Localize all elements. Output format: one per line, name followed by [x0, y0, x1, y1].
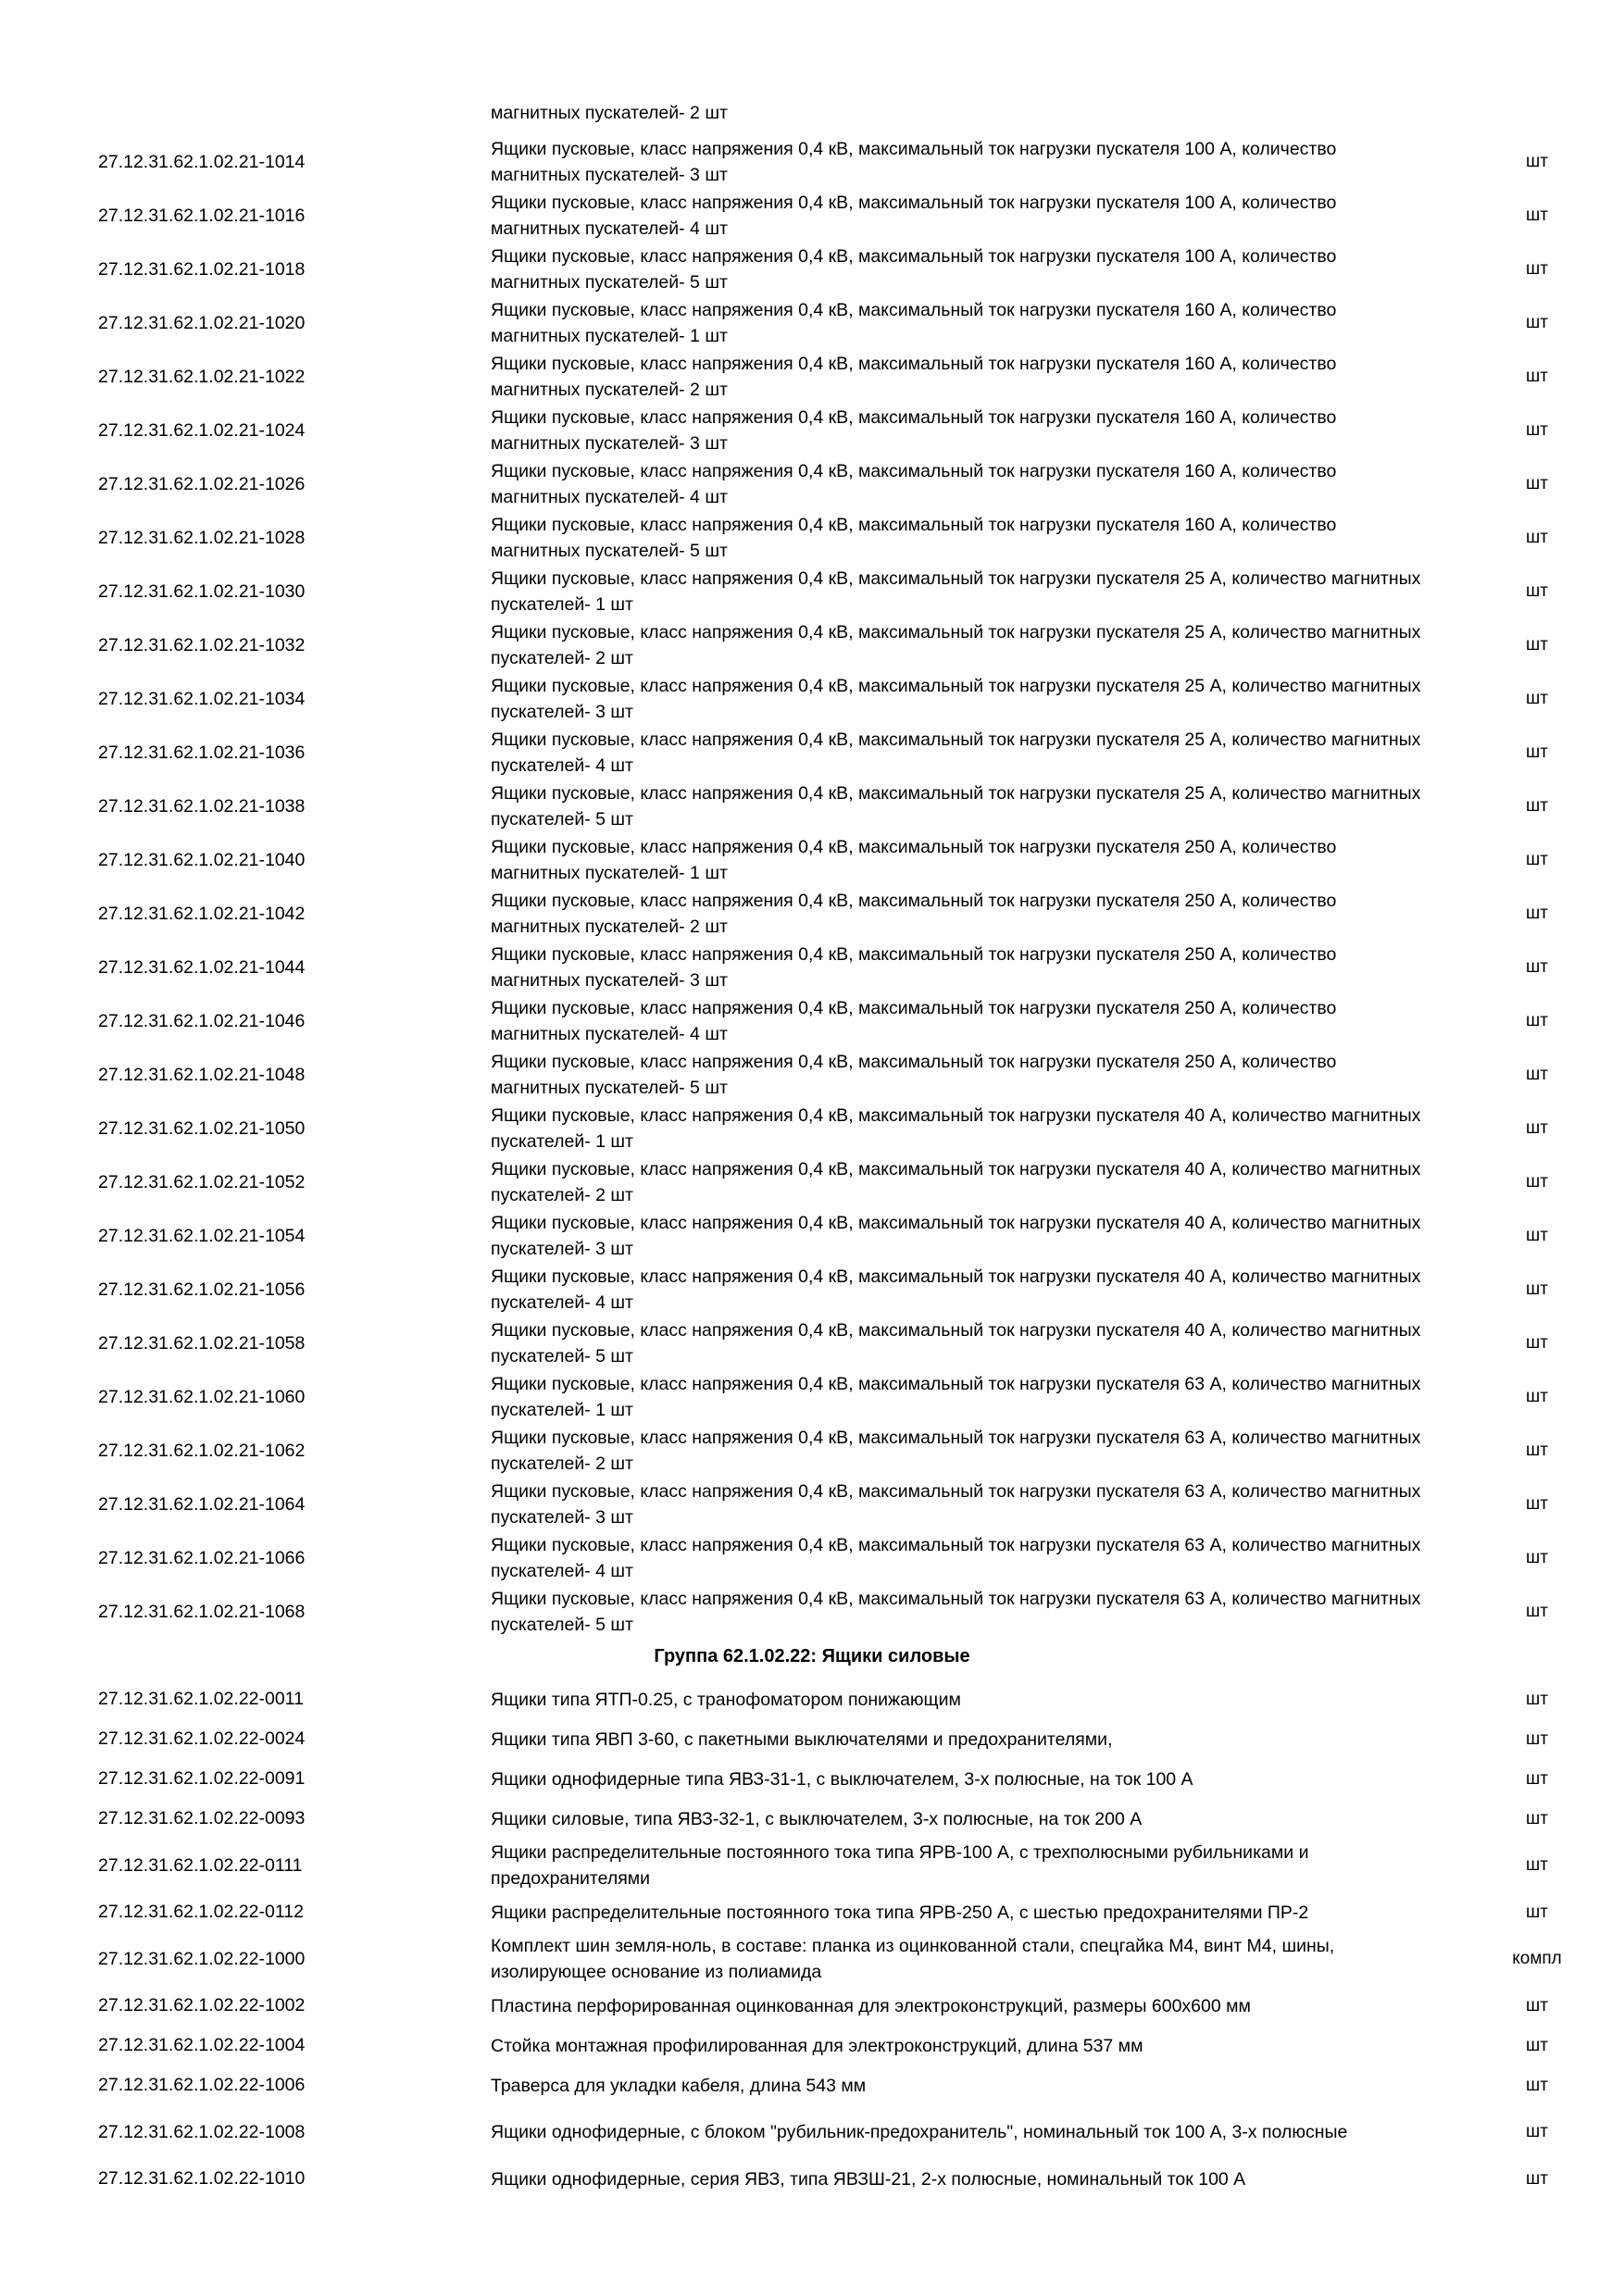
item-description: Ящики пусковые, класс напряжения 0,4 кВ, максимальный ток нагрузки пускателя 63 А, количество магнитных пускателей- 4 шт — [491, 1535, 1421, 1581]
item-unit: шт — [1526, 528, 1548, 547]
table-row — [0, 565, 1624, 618]
item-description: Ящики распределительные постоянного тока типа ЯРВ-250 А, с шестью предохранителями ПР-2 — [491, 1902, 1309, 1923]
item-code: 27.12.31.62.1.02.21-1054 — [98, 1225, 306, 1246]
table-row — [0, 189, 1624, 243]
item-code: 27.12.31.62.1.02.21-1038 — [98, 795, 306, 817]
item-description: Стойка монтажная профилированная для электроконструкций, длина 537 мм — [491, 2035, 1143, 2056]
item-code: 27.12.31.62.1.02.22-1002 — [98, 1995, 306, 2015]
item-description: Ящики пусковые, класс напряжения 0,4 кВ, максимальный ток нагрузки пускателя 63 А, количество магнитных пускателей- 1 шт — [491, 1374, 1421, 1420]
item-code: 27.12.31.62.1.02.21-1028 — [98, 527, 306, 548]
item-code: 27.12.31.62.1.02.22-0111 — [98, 1854, 303, 1876]
item-code: 27.12.31.62.1.02.22-1010 — [98, 2168, 306, 2189]
item-description: Ящики пусковые, класс напряжения 0,4 кВ, максимальный ток нагрузки пускателя 25 А, количество магнитных пускателей- 5 шт — [491, 783, 1421, 830]
table-row — [0, 994, 1624, 1048]
item-code: 27.12.31.62.1.02.21-1068 — [98, 1601, 306, 1622]
item-description: Ящики пусковые, класс напряжения 0,4 кВ, максимальный ток нагрузки пускателя 63 А, количество магнитных пускателей- 5 шт — [491, 1589, 1421, 1635]
table-row — [0, 1839, 1624, 1892]
item-description: Ящики типа ЯВП 3-60, с пакетными выключателями и предохранителями, — [491, 1728, 1113, 1750]
table-row — [0, 404, 1624, 457]
item-unit: шт — [1526, 957, 1548, 977]
table-row — [0, 833, 1624, 887]
item-code: 27.12.31.62.1.02.21-1042 — [98, 903, 306, 924]
item-unit: шт — [1526, 367, 1548, 386]
item-description: Траверса для укладки кабеля, длина 543 мм — [491, 2075, 867, 2096]
item-description: Ящики однофидерные типа ЯВЗ-31-1, с выключателем, 3-х полюсные, на ток 100 А — [491, 1768, 1193, 1790]
table-row — [0, 887, 1624, 941]
item-unit: шт — [1526, 1548, 1548, 1567]
item-code: 27.12.31.62.1.02.22-1006 — [98, 2075, 306, 2095]
item-code: 27.12.31.62.1.02.21-1064 — [98, 1493, 306, 1515]
item-unit: шт — [1526, 581, 1548, 601]
table-body — [0, 135, 1624, 2199]
item-description: Ящики однофидерные, серия ЯВЗ, типа ЯВЗШ-21, 2-х полюсные, номинальный ток 100 А — [491, 2168, 1246, 2190]
item-unit: шт — [1526, 206, 1548, 225]
table-row — [0, 1932, 1624, 1986]
table-row — [0, 457, 1624, 511]
item-description: Ящики пусковые, класс напряжения 0,4 кВ, максимальный ток нагрузки пускателя 40 А, количество магнитных пускателей- 4 шт — [491, 1267, 1421, 1313]
table-row — [0, 1155, 1624, 1209]
item-code: 27.12.31.62.1.02.21-1018 — [98, 258, 306, 280]
item-unit: шт — [1526, 152, 1548, 171]
item-unit: шт — [1526, 1768, 1548, 1789]
item-code: 27.12.31.62.1.02.22-0011 — [98, 1689, 304, 1709]
item-code: 27.12.31.62.1.02.21-1066 — [98, 1547, 306, 1568]
item-unit: шт — [1526, 1011, 1548, 1030]
item-unit: шт — [1526, 850, 1548, 869]
item-code: 27.12.31.62.1.02.21-1020 — [98, 312, 306, 333]
item-code: 27.12.31.62.1.02.21-1034 — [98, 688, 306, 709]
table-row — [0, 1799, 1624, 1839]
item-description: Ящики однофидерные, с блоком "рубильник-предохранитель", номинальный ток 100 А, 3-х полюсные — [491, 2122, 1348, 2142]
item-code: 27.12.31.62.1.02.21-1022 — [98, 366, 306, 387]
item-description: Ящики пусковые, класс напряжения 0,4 кВ, максимальный ток нагрузки пускателя 160 А, количество магнитных пускателей- 3 шт — [491, 407, 1337, 454]
table-row — [0, 2026, 1624, 2065]
item-description: Ящики пусковые, класс напряжения 0,4 кВ, максимальный ток нагрузки пускателя 25 А, количество магнитных пускателей- 1 шт — [491, 568, 1421, 615]
item-unit: шт — [1526, 259, 1548, 279]
item-description: Ящики пусковые, класс напряжения 0,4 кВ, максимальный ток нагрузки пускателя 250 А, количество магнитных пускателей- 1 шт — [491, 837, 1337, 883]
item-code: 27.12.31.62.1.02.21-1052 — [98, 1171, 306, 1192]
item-code: 27.12.31.62.1.02.22-0112 — [98, 1902, 304, 1922]
table-row — [0, 1892, 1624, 1932]
item-description: Ящики пусковые, класс напряжения 0,4 кВ, максимальный ток нагрузки пускателя 100 А, количество магнитных пускателей- 3 шт — [491, 139, 1337, 185]
table-row — [0, 1986, 1624, 2026]
item-unit: шт — [1526, 689, 1548, 708]
item-unit: шт — [1526, 742, 1548, 762]
table-row — [0, 780, 1624, 833]
table-row — [0, 350, 1624, 404]
item-code: 27.12.31.62.1.02.21-1046 — [98, 1010, 306, 1031]
item-description: Ящики пусковые, класс напряжения 0,4 кВ, максимальный ток нагрузки пускателя 250 А, количество магнитных пускателей- 3 шт — [491, 944, 1337, 991]
item-description: Ящики пусковые, класс напряжения 0,4 кВ, максимальный ток нагрузки пускателя 25 А, количество магнитных пускателей- 3 шт — [491, 676, 1421, 722]
item-unit: шт — [1526, 1279, 1548, 1299]
item-unit: шт — [1526, 1065, 1548, 1084]
item-unit: шт — [1526, 2168, 1548, 2189]
table-row — [0, 2159, 1624, 2199]
item-code: 27.12.31.62.1.02.22-0091 — [98, 1768, 306, 1789]
item-description: Пластина перфорированная оцинкованная для электроконструкций, размеры 600х600 мм — [491, 1995, 1251, 2016]
table-row — [0, 1531, 1624, 1585]
item-unit: шт — [1526, 1689, 1548, 1709]
item-code: 27.12.31.62.1.02.21-1040 — [98, 849, 306, 870]
item-description: Ящики пусковые, класс напряжения 0,4 кВ, максимальный ток нагрузки пускателя 63 А, количество магнитных пускателей- 2 шт — [491, 1428, 1421, 1474]
item-description: Ящики пусковые, класс напряжения 0,4 кВ, максимальный ток нагрузки пускателя 160 А, количество магнитных пускателей- 1 шт — [491, 300, 1337, 346]
table-row — [0, 296, 1624, 350]
item-code: 27.12.31.62.1.02.21-1056 — [98, 1279, 306, 1300]
item-description: Ящики пусковые, класс напряжения 0,4 кВ, максимальный ток нагрузки пускателя 250 А, количество магнитных пускателей- 5 шт — [491, 1052, 1337, 1098]
item-description: Ящики пусковые, класс напряжения 0,4 кВ, максимальный ток нагрузки пускателя 25 А, количество магнитных пускателей- 4 шт — [491, 730, 1421, 776]
item-unit: шт — [1526, 1855, 1548, 1875]
item-unit: шт — [1526, 474, 1548, 493]
item-description: Ящики пусковые, класс напряжения 0,4 кВ, максимальный ток нагрузки пускателя 40 А, количество магнитных пускателей- 3 шт — [491, 1213, 1421, 1259]
item-description: Ящики пусковые, класс напряжения 0,4 кВ, максимальный ток нагрузки пускателя 100 А, количество магнитных пускателей- 4 шт — [491, 193, 1337, 239]
item-code: 27.12.31.62.1.02.21-1048 — [98, 1064, 306, 1085]
item-code: 27.12.31.62.1.02.22-1000 — [98, 1948, 306, 1969]
item-description: Ящики пусковые, класс напряжения 0,4 кВ, максимальный ток нагрузки пускателя 250 А, количество магнитных пускателей- 4 шт — [491, 998, 1337, 1044]
item-code: 27.12.31.62.1.02.21-1058 — [98, 1332, 306, 1354]
item-description: Ящики пусковые, класс напряжения 0,4 кВ, максимальный ток нагрузки пускателя 160 А, количество магнитных пускателей- 2 шт — [491, 354, 1337, 400]
table-row — [0, 243, 1624, 296]
item-unit: шт — [1526, 1387, 1548, 1406]
item-description: Комплект шин земля-ноль, в составе: планка из оцинкованной стали, спецгайка М4, винт М4, шины, изолирующее основание из полиамида — [491, 1936, 1335, 1982]
table-row — [0, 1759, 1624, 1799]
table-row — [0, 1316, 1624, 1370]
item-unit: шт — [1526, 1172, 1548, 1192]
item-code: 27.12.31.62.1.02.21-1044 — [98, 956, 306, 978]
item-description: Ящики типа ЯТП-0.25, с транофоматором понижающим — [491, 1689, 961, 1710]
continuation-text: магнитных пускателей- 2 шт — [491, 103, 728, 123]
table-row — [0, 1478, 1624, 1531]
item-description: Ящики пусковые, класс напряжения 0,4 кВ, максимальный ток нагрузки пускателя 160 А, количество магнитных пускателей- 4 шт — [491, 461, 1337, 507]
item-description: Ящики пусковые, класс напряжения 0,4 кВ, максимальный ток нагрузки пускателя 250 А, количество магнитных пускателей- 2 шт — [491, 891, 1337, 937]
item-code: 27.12.31.62.1.02.21-1016 — [98, 205, 306, 226]
item-description: Ящики пусковые, класс напряжения 0,4 кВ, максимальный ток нагрузки пускателя 40 А, количество магнитных пускателей- 2 шт — [491, 1159, 1421, 1205]
item-unit: шт — [1526, 1118, 1548, 1138]
table-row — [0, 511, 1624, 565]
table-row — [0, 135, 1624, 189]
item-unit: шт — [1526, 1995, 1548, 2015]
item-code: 27.12.31.62.1.02.22-0093 — [98, 1808, 306, 1828]
item-description: Ящики пусковые, класс напряжения 0,4 кВ, максимальный ток нагрузки пускателя 40 А, количество магнитных пускателей- 5 шт — [491, 1320, 1421, 1366]
item-code: 27.12.31.62.1.02.21-1030 — [98, 580, 306, 602]
item-code: 27.12.31.62.1.02.21-1060 — [98, 1386, 306, 1407]
item-unit: шт — [1526, 1808, 1548, 1828]
table-row — [0, 672, 1624, 726]
item-unit: шт — [1526, 2075, 1548, 2095]
item-description: Ящики пусковые, класс напряжения 0,4 кВ, максимальный ток нагрузки пускателя 25 А, количество магнитных пускателей- 2 шт — [491, 622, 1421, 668]
item-description: Ящики пусковые, класс напряжения 0,4 кВ, максимальный ток нагрузки пускателя 100 А, количество магнитных пускателей- 5 шт — [491, 246, 1337, 293]
item-unit: компл — [1512, 1949, 1562, 1968]
item-unit: шт — [1526, 904, 1548, 923]
item-description: Ящики пусковые, класс напряжения 0,4 кВ, максимальный ток нагрузки пускателя 160 А, количество магнитных пускателей- 5 шт — [491, 515, 1337, 561]
item-code: 27.12.31.62.1.02.21-1026 — [98, 473, 306, 494]
table-row — [0, 1263, 1624, 1316]
item-description: Ящики силовые, типа ЯВЗ-32-1, с выключателем, 3-х полюсные, на ток 200 А — [491, 1808, 1143, 1829]
table-row — [0, 1424, 1624, 1478]
item-unit: шт — [1526, 1494, 1548, 1514]
table-row — [0, 1719, 1624, 1759]
table-row — [0, 1048, 1624, 1102]
item-unit: шт — [1526, 420, 1548, 440]
item-unit: шт — [1526, 1602, 1548, 1621]
table-row — [0, 2105, 1624, 2159]
item-unit: шт — [1526, 1441, 1548, 1460]
item-description: Ящики распределительные постоянного тока типа ЯРВ-100 А, с трехполюсными рубильниками и предохранителями — [491, 1842, 1309, 1889]
item-unit: шт — [1526, 2122, 1548, 2141]
table-row — [0, 941, 1624, 994]
item-unit: шт — [1526, 313, 1548, 332]
item-code: 27.12.31.62.1.02.21-1036 — [98, 742, 306, 763]
table-row — [0, 2065, 1624, 2105]
item-unit: шт — [1526, 1728, 1548, 1749]
item-code: 27.12.31.62.1.02.22-0024 — [98, 1728, 306, 1749]
table-row — [0, 1102, 1624, 1155]
table-row — [0, 1209, 1624, 1263]
item-code: 27.12.31.62.1.02.21-1024 — [98, 419, 306, 441]
item-unit: шт — [1526, 2035, 1548, 2055]
item-unit: шт — [1526, 1333, 1548, 1353]
item-description: Ящики пусковые, класс напряжения 0,4 кВ, максимальный ток нагрузки пускателя 63 А, количество магнитных пускателей- 3 шт — [491, 1481, 1421, 1528]
table-row — [0, 1585, 1624, 1639]
item-description: Ящики пусковые, класс напряжения 0,4 кВ, максимальный ток нагрузки пускателя 40 А, количество магнитных пускателей- 1 шт — [491, 1105, 1421, 1152]
table-row — [0, 618, 1624, 672]
table-row — [0, 1679, 1624, 1719]
table-row — [0, 1370, 1624, 1424]
item-code: 27.12.31.62.1.02.22-1004 — [98, 2035, 306, 2055]
group-heading — [0, 1639, 1624, 1679]
item-code: 27.12.31.62.1.02.21-1050 — [98, 1117, 306, 1139]
item-code: 27.12.31.62.1.02.21-1014 — [98, 151, 306, 172]
item-unit: шт — [1526, 1902, 1548, 1922]
item-code: 27.12.31.62.1.02.21-1062 — [98, 1440, 306, 1461]
group-title: Группа 62.1.02.22: Ящики силовые — [654, 1646, 970, 1666]
item-unit: шт — [1526, 635, 1548, 655]
table-row — [0, 726, 1624, 780]
item-code: 27.12.31.62.1.02.21-1032 — [98, 634, 306, 655]
item-unit: шт — [1526, 1226, 1548, 1245]
item-unit: шт — [1526, 796, 1548, 816]
item-code: 27.12.31.62.1.02.22-1008 — [98, 2121, 306, 2142]
